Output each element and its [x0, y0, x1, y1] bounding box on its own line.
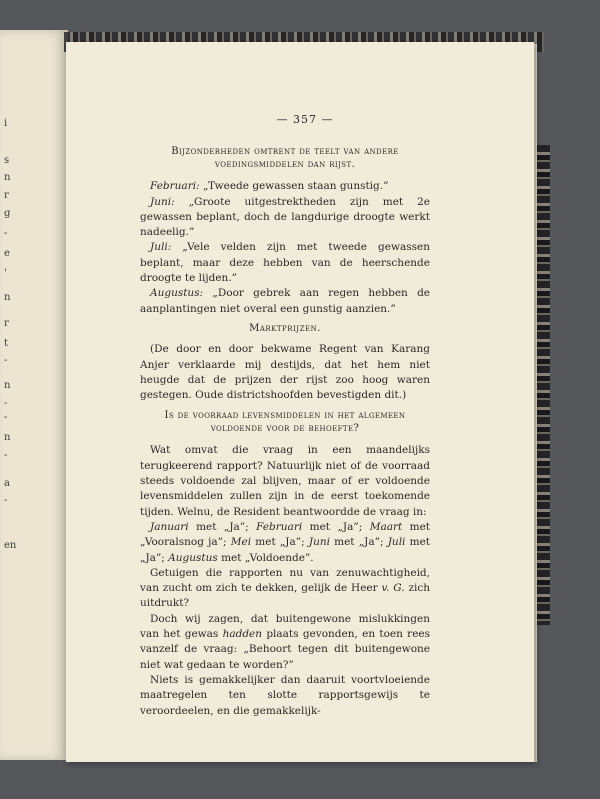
- left-page-text-fragment: -: [4, 355, 8, 366]
- left-page-text-fragment: t: [4, 338, 9, 349]
- paragraph-answers: Januari met „Ja”; Februari met „Ja”; Maart met „Vooralsnog ja”; Mei met „Ja”; Juni met „Ja”; Juli met „Ja”; Augustus met „Voldoende”.: [140, 520, 431, 564]
- left-page-text-fragment: g: [4, 208, 11, 219]
- month-entry: Juli: „Vele velden zijn met tweede gewassen beplant, maar deze hebben van de heerschende droogte te lijden.”: [140, 241, 430, 285]
- left-page-text-fragment: n: [4, 292, 11, 303]
- left-page-text-fragment: i: [4, 118, 8, 129]
- left-page-text-fragment: en: [4, 540, 17, 551]
- left-page-text-fragment: -: [4, 398, 8, 409]
- left-page-text-fragment: r: [4, 318, 9, 329]
- month-entry: Februari: „Tweede gewassen staan gunstig.”: [150, 180, 389, 193]
- left-page-text-fragment: ': [4, 268, 7, 279]
- left-page-text-fragment: n: [4, 172, 11, 183]
- paragraph: Doch wij zagen, dat buitengewone mislukkingen van het gewas hadden plaats gevonden, en toen rees vanzelf de vraag: „Behoort tegen dit buitengewone niet wat gedaan te worden?”: [140, 612, 431, 671]
- left-page-text-fragment: e: [4, 248, 10, 259]
- month-entry: Augustus: „Door gebrek aan regen hebben de aanplantingen niet overal een gunstig aanzien.”: [140, 287, 430, 315]
- section-heading-voorraad: Is de voorraad levensmiddelen in het algemeen voldoende voor de behoefte?: [164, 410, 406, 435]
- left-page: [0, 30, 68, 760]
- page-number: — 357 —: [276, 113, 334, 126]
- left-page-text-fragment: -: [4, 450, 8, 461]
- section-heading-teelt: Bijzonderheden omtrent de teelt van andere voedingsmiddelen dan rijst.: [171, 146, 399, 171]
- paragraph: Getuigen die rapporten nu van zenuwachtigheid, van zucht om zich te dekken, gelijk de Heer v. G. zich uitdrukt?: [140, 566, 430, 610]
- paragraph-market: (De door en door bekwame Regent van Karang Anjer verklaarde mij destijds, dat het hem niet heugde dat de prijzen der rijst zoo hoog waren gestegen. Oude districtshoofden bevestigden dit.): [140, 343, 430, 402]
- month-entry: Juni: „Groote uitgestrektheden zijn met 2e gewassen beplant, doch de langdurige droogte werkt nadeelig.”: [140, 195, 430, 239]
- left-page-text-fragment: r: [4, 190, 9, 201]
- left-page-text-fragment: -: [4, 228, 8, 239]
- left-page-text-fragment: n: [4, 380, 11, 391]
- left-page-text-fragment: a: [4, 478, 10, 489]
- paragraph: Niets is gemakkelijker dan daaruit voortvloeiende maatregelen ten slotte rapportsgewijs te veroordeelen, en die gemakkelijk-: [140, 673, 430, 717]
- section-heading-marktprijzen: Marktprijzen.: [249, 322, 321, 334]
- left-page-text-fragment: n: [4, 432, 11, 443]
- left-page-text-fragment: -: [4, 412, 8, 423]
- left-page-text-fragment: s: [4, 155, 10, 166]
- book-binding-right: [536, 145, 550, 625]
- paragraph: Wat omvat die vraag in een maandelijks terugkeerend rapport? Natuurlijk niet of de voorraad steeds voldoende zal blijven, maar of er voldoende levensmiddelen zullen zijn in de eerst toekomende tijden. Welnu, de Resident beantwoordde de vraag in:: [140, 444, 430, 518]
- left-page-text-fragment: -: [4, 495, 8, 506]
- page-text: [140, 112, 430, 719]
